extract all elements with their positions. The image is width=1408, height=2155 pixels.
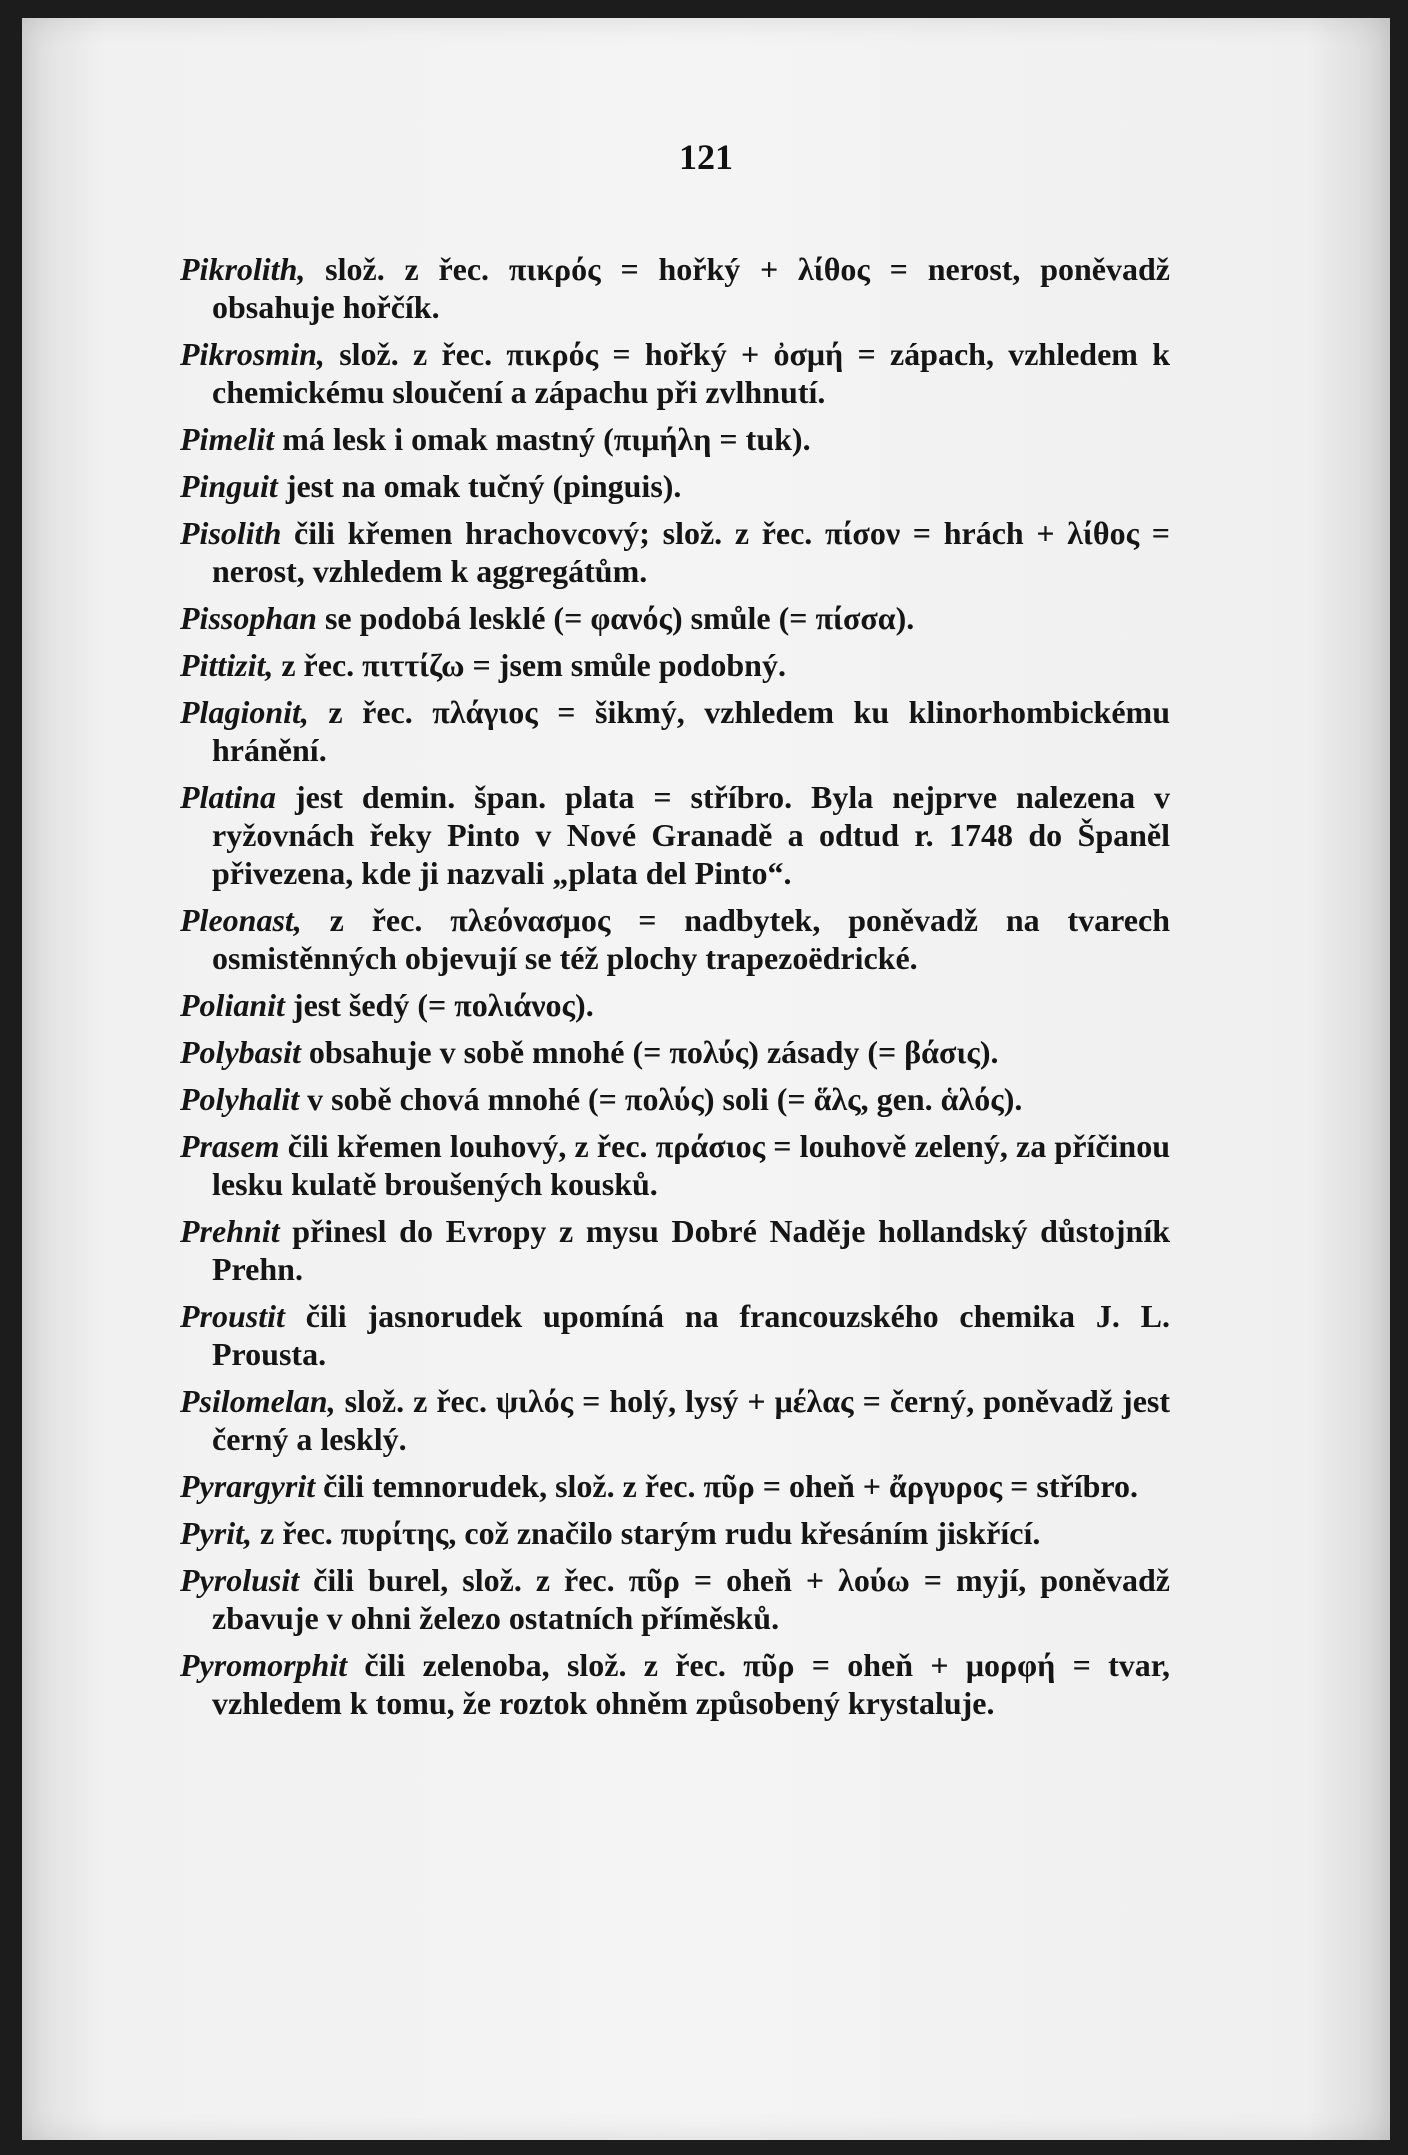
glossary-entry [180,1033,1170,1071]
entry-term: Pleonast, [180,902,302,938]
entry-term: Platina [180,779,277,815]
entry-text: z řec. πλάγιος = šikmý, vzhledem ku klinorhombickému hránění. [212,694,1171,768]
glossary-entry [180,1561,1170,1637]
entry-term: Pyrit, [180,1515,252,1551]
entry-term: Pissophan [180,600,317,636]
entry-text: jest demin. špan. plata = stříbro. Byla nejprve nalezena v ryžovnách řeky Pinto v Nové Granadě a odtud r. 1748 do Španěl přivezena, kde ji nazvali „plata del Pinto“. [212,779,1171,891]
entry-text: čili jasnorudek upomíná na francouzského chemika J. L. Prousta. [212,1298,1171,1372]
entry-term: Polianit [180,987,285,1023]
entry-term: Polybasit [180,1034,301,1070]
entry-term: Pisolith [180,515,282,551]
entry-term: Pikrolith, [180,251,306,287]
entry-text: v sobě chová mnohé (= πολύς) soli (= ἅλς, gen. ἁλός). [307,1081,1023,1117]
page-number: 121 [679,137,733,177]
entry-term: Pimelit [180,421,275,457]
glossary-entries [180,250,1170,1731]
entry-text: z řec. πιττίζω = jsem smůle podobný. [281,647,786,683]
glossary-entry [180,1382,1170,1458]
entry-text: čili zelenoba, slož. z řec. πῦρ = oheň + μορφή = tvar, vzhledem k tomu, že roztok ohněm způsobený krystaluje. [212,1647,1171,1721]
glossary-entry [180,646,1170,684]
glossary-entry [180,335,1170,411]
glossary-entry [180,1646,1170,1722]
entry-text: obsahuje v sobě mnohé (= πολύς) zásady (= βάσις). [308,1034,999,1070]
entry-text: jest šedý (= πολιάνος). [292,987,594,1023]
glossary-entry [180,693,1170,769]
entry-term: Pikrosmin, [180,336,325,372]
glossary-entry [180,599,1170,637]
glossary-entry [180,467,1170,505]
entry-text: z řec. πυρίτης, což značilo starým rudu křesáním jiskřící. [259,1515,1041,1551]
entry-term: Polyhalit [180,1081,300,1117]
entry-text: slož. z řec. πικρός = hořký + λίθος = nerost, poněvadž obsahuje hořčík. [212,251,1171,325]
entry-text: slož. z řec. πικρός = hořký + ὀσμή = zápach, vzhledem k chemickému sloučení a zápachu při zvlhnutí. [212,336,1171,410]
entry-term: Pyromorphit [180,1647,348,1683]
glossary-entry [180,514,1170,590]
entry-text: se podobá lesklé (= φανός) smůle (= πίσσα). [324,600,915,636]
entry-term: Prasem [180,1128,280,1164]
glossary-entry [180,901,1170,977]
entry-term: Pinguit [180,468,278,504]
glossary-entry [180,778,1170,892]
glossary-entry [180,1127,1170,1203]
glossary-entry [180,420,1170,458]
glossary-entry [180,1212,1170,1288]
glossary-entry [180,1080,1170,1118]
book-page [22,18,1390,2140]
entry-term: Plagionit, [180,694,309,730]
glossary-entry [180,250,1170,326]
glossary-entry [180,1297,1170,1373]
entry-text: čili temnorudek, slož. z řec. πῦρ = oheň + ἄργυρος = stříbro. [323,1468,1139,1504]
glossary-entry [180,1467,1170,1505]
entry-text: z řec. πλεόνασμος = nadbytek, poněvadž na tvarech osmistěnných objevují se též plochy trapezoëdrické. [212,902,1171,976]
glossary-entry [180,986,1170,1024]
entry-text: přinesl do Evropy z mysu Dobré Naděje hollandský důstojník Prehn. [212,1213,1171,1287]
entry-term: Psilomelan, [180,1383,336,1419]
entry-text: čili křemen hrachovcový; slož. z řec. πίσον = hrách + λίθος = nerost, vzhledem k aggregátům. [212,515,1171,589]
entry-term: Prehnit [180,1213,280,1249]
entry-term: Proustit [180,1298,285,1334]
entry-term: Pittizit, [180,647,274,683]
entry-text: slož. z řec. ψιλός = holý, lysý + μέλας = černý, poněvadž jest černý a lesklý. [212,1383,1171,1457]
entry-text: čili křemen louhový, z řec. πράσιος = louhově zelený, za příčinou lesku kulatě broušených kousků. [212,1128,1171,1202]
glossary-entry [180,1514,1170,1552]
entry-term: Pyrargyrit [180,1468,316,1504]
entry-text: má lesk i omak mastný (πιμήλη = tuk). [282,421,811,457]
entry-text: čili burel, slož. z řec. πῦρ = oheň + λούω = myjí, poněvadž zbavuje v ohni železo ostatních příměsků. [212,1562,1171,1636]
entry-text: jest na omak tučný (pinguis). [285,468,682,504]
entry-term: Pyrolusit [180,1562,300,1598]
